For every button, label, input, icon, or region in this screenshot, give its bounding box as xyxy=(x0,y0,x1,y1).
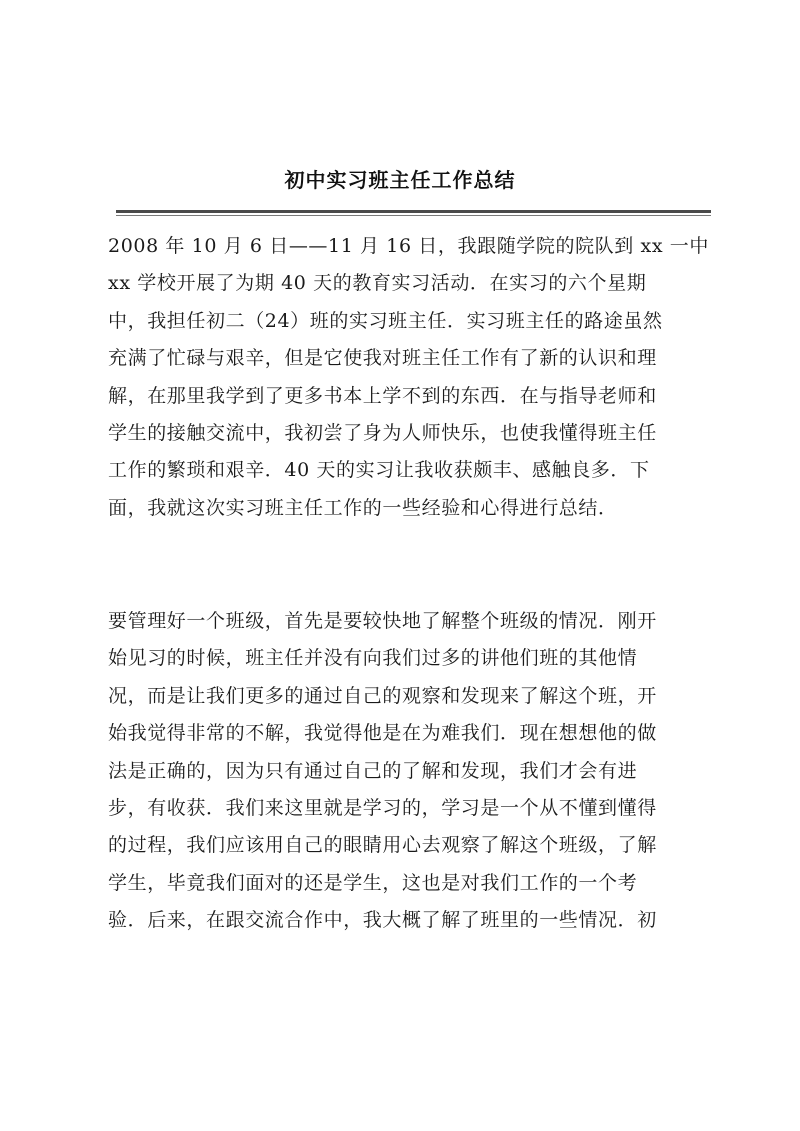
document-title: 初中实习班主任工作总结 xyxy=(284,168,516,192)
paragraph-line: 始见习的时候，班主任并没有向我们过多的讲他们班的其他情 xyxy=(108,647,638,670)
paragraph-line: 验．后来，在跟交流合作中，我大概了解了班里的一些情况．初 xyxy=(108,909,657,932)
paragraph-line: 况，而是让我们更多的通过自己的观察和发现来了解这个班，开 xyxy=(108,684,657,707)
paragraph-line: 面，我就这次实习班主任工作的一些经验和心得进行总结． xyxy=(108,496,618,519)
paragraph-line: 2008 年 10 月 6 日——11 月 16 日，我跟随学院的院队到 xx 一中 xyxy=(108,235,709,257)
paragraph-2 xyxy=(108,603,713,940)
paragraph-line: 学生，毕竟我们面对的还是学生，这也是对我们工作的一个考 xyxy=(108,871,638,894)
paragraph-line: 始我觉得非常的不解，我觉得他是在为难我们．现在想想他的做 xyxy=(108,722,657,745)
paragraph-line: 充满了忙碌与艰辛，但是它使我对班主任工作有了新的认识和理 xyxy=(108,347,657,370)
paragraph-line: 法是正确的，因为只有通过自己的了解和发现，我们才会有进 xyxy=(108,759,638,782)
paragraph-line: 的过程，我们应该用自己的眼睛用心去观察了解这个班级，了解 xyxy=(108,834,657,857)
paragraph-line: 工作的繁琐和艰辛．40 天的实习让我收获颇丰、感触良多．下 xyxy=(108,459,650,482)
paragraph-line: 学生的接触交流中，我初尝了身为人师快乐，也使我懂得班主任 xyxy=(108,422,657,445)
title-rule-thick xyxy=(116,210,711,213)
paragraph-line: 要管理好一个班级，首先是要较快地了解整个班级的情况．刚开 xyxy=(108,610,657,632)
paragraph-line: xx 学校开展了为期 40 天的教育实习活动．在实习的六个星期 xyxy=(108,272,647,295)
paragraph-line: 中，我担任初二（24）班的实习班主任．实习班主任的路途虽然 xyxy=(108,309,663,332)
title-rule-thin xyxy=(116,215,711,216)
paragraph-line: 解，在那里我学到了更多书本上学不到的东西．在与指导老师和 xyxy=(108,384,657,407)
paragraph-line: 步，有收获．我们来这里就是学习的，学习是一个从不懂到懂得 xyxy=(108,797,657,820)
paragraph-1 xyxy=(108,228,713,527)
